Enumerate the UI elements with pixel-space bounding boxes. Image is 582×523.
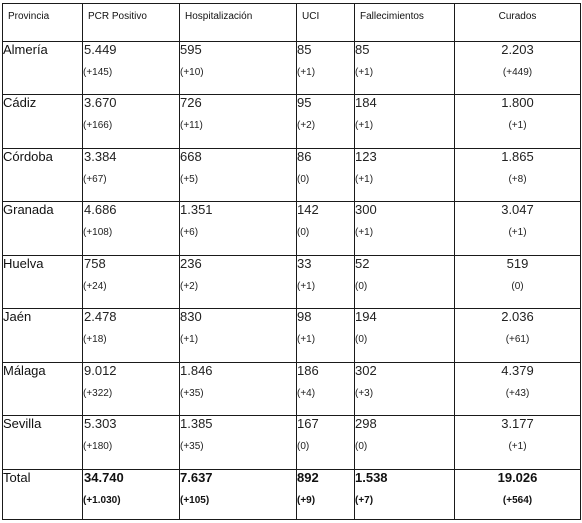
pcr-cell: [83, 362, 180, 415]
hosp-change: (+2): [180, 280, 199, 292]
total-row: [3, 469, 581, 520]
hosp-value: 1.846: [180, 362, 213, 378]
fall-value: 184: [355, 95, 377, 111]
fall-cell: [355, 362, 455, 415]
hosp-cell: [180, 362, 297, 415]
fall-change: (+1): [355, 120, 374, 132]
pcr-cell: [83, 255, 180, 308]
cur-change: (+61): [505, 334, 530, 346]
hosp-cell: [180, 42, 297, 95]
fall-cell: [355, 255, 455, 308]
cur-change: (+1): [508, 227, 527, 239]
uci-value: 85: [297, 42, 312, 57]
header-uci: UCI: [297, 4, 355, 42]
hosp-cell: [180, 309, 297, 362]
uci-cell: [297, 469, 355, 520]
hosp-value: 1.351: [180, 202, 213, 218]
hosp-cell: [180, 416, 297, 469]
uci-change: (+1): [297, 280, 316, 292]
covid-data-table: [2, 3, 581, 520]
fall-cell: [355, 202, 455, 255]
pcr-value: 2.478: [84, 309, 117, 325]
cur-change: (+43): [505, 387, 530, 399]
pcr-value: 34.740: [84, 469, 124, 485]
header-row: [3, 4, 581, 42]
fall-change: (+3): [355, 387, 374, 399]
uci-value: 167: [297, 416, 319, 432]
fall-change: (+1): [355, 173, 374, 185]
header-fall: Fallecimientos: [355, 4, 455, 42]
header-province: Provincia: [3, 4, 83, 42]
hosp-value: 726: [180, 95, 202, 111]
fall-change: (0): [355, 334, 368, 346]
pcr-change: (+166): [83, 120, 113, 132]
fall-change: (0): [355, 280, 368, 292]
hosp-value: 830: [180, 309, 202, 325]
cur-value: 1.865: [501, 148, 534, 164]
hosp-change: (+35): [180, 387, 204, 399]
pcr-change: (+24): [83, 280, 107, 292]
fall-value: 302: [355, 362, 377, 378]
table-row: [3, 148, 581, 201]
pcr-change: (+108): [83, 227, 113, 239]
uci-change: (+4): [297, 387, 316, 399]
pcr-value: 5.449: [84, 42, 117, 57]
uci-change: (+9): [297, 494, 316, 506]
cur-cell: [455, 255, 581, 308]
cur-cell: [455, 416, 581, 469]
uci-change: (+2): [297, 120, 316, 132]
cur-value: 2.203: [501, 42, 534, 57]
pcr-change: (+180): [83, 441, 113, 453]
pcr-value: 9.012: [84, 362, 117, 378]
fall-value: 300: [355, 202, 377, 218]
fall-change: (0): [355, 441, 368, 453]
fall-value: 298: [355, 416, 377, 432]
pcr-change: (+67): [83, 173, 107, 185]
header-hosp: Hospitalización: [180, 4, 297, 42]
hosp-change: (+10): [180, 67, 204, 78]
hosp-value: 236: [180, 255, 202, 271]
cur-change: (+8): [508, 173, 527, 185]
province-name: Total: [3, 469, 83, 520]
uci-cell: [297, 148, 355, 201]
header-pcr: PCR Positivo: [83, 4, 180, 42]
uci-value: 33: [297, 255, 312, 271]
pcr-change: (+322): [83, 387, 113, 399]
fall-cell: [355, 416, 455, 469]
uci-value: 95: [297, 95, 312, 111]
fall-cell: [355, 42, 455, 95]
uci-cell: [297, 202, 355, 255]
pcr-cell: [83, 148, 180, 201]
fall-value: 52: [355, 255, 370, 271]
fall-cell: [355, 469, 455, 520]
pcr-change: (+18): [83, 334, 107, 346]
uci-value: 98: [297, 309, 312, 325]
hosp-value: 7.637: [180, 469, 213, 485]
pcr-value: 758: [84, 255, 106, 271]
cur-value: 519: [506, 255, 529, 271]
hosp-change: (+105): [180, 494, 210, 506]
pcr-value: 3.384: [84, 148, 117, 164]
pcr-cell: [83, 469, 180, 520]
hosp-cell: [180, 469, 297, 520]
hosp-value: 1.385: [180, 416, 213, 432]
fall-change: (+1): [355, 227, 374, 239]
uci-cell: [297, 42, 355, 95]
table-row: [3, 255, 581, 308]
pcr-value: 4.686: [84, 202, 117, 218]
uci-change: (0): [297, 441, 310, 453]
province-name: Sevilla: [3, 416, 83, 469]
fall-value: 194: [355, 309, 377, 325]
pcr-change: (+1.030): [83, 494, 121, 506]
fall-value: 85: [355, 42, 370, 57]
hosp-change: (+1): [180, 334, 199, 346]
header-cur: Curados: [455, 4, 581, 42]
hosp-change: (+5): [180, 173, 199, 185]
cur-value: 3.177: [501, 416, 534, 432]
uci-cell: [297, 362, 355, 415]
cur-change: (+564): [502, 494, 533, 506]
table-row: [3, 309, 581, 362]
uci-change: (0): [297, 227, 310, 239]
hosp-value: 595: [180, 42, 202, 57]
hosp-change: (+6): [180, 227, 199, 239]
uci-cell: [297, 95, 355, 148]
cur-change: (0): [511, 280, 524, 292]
province-name: Cádiz: [3, 95, 83, 148]
fall-change: (+7): [355, 494, 374, 506]
cur-change: (+449): [502, 67, 533, 78]
pcr-cell: [83, 42, 180, 95]
fall-cell: [355, 95, 455, 148]
hosp-change: (+11): [180, 120, 203, 132]
uci-cell: [297, 309, 355, 362]
table-row: [3, 362, 581, 415]
hosp-change: (+35): [180, 441, 204, 453]
table-row: [3, 202, 581, 255]
hosp-cell: [180, 148, 297, 201]
cur-value: 19.026: [497, 469, 538, 485]
province-name: Granada: [3, 202, 83, 255]
fall-cell: [355, 148, 455, 201]
pcr-value: 3.670: [84, 95, 117, 111]
pcr-cell: [83, 416, 180, 469]
uci-value: 142: [297, 202, 319, 218]
uci-value: 86: [297, 148, 312, 164]
table-row: [3, 416, 581, 469]
table-row: [3, 42, 581, 95]
cur-value: 4.379: [501, 362, 534, 378]
province-name: Córdoba: [3, 148, 83, 201]
cur-cell: [455, 202, 581, 255]
province-name: Málaga: [3, 362, 83, 415]
province-name: Huelva: [3, 255, 83, 308]
uci-change: (+1): [297, 334, 316, 346]
pcr-cell: [83, 95, 180, 148]
uci-value: 892: [297, 469, 319, 485]
province-name: Almería: [3, 42, 83, 95]
hosp-cell: [180, 255, 297, 308]
table-row: [3, 95, 581, 148]
province-name: Jaén: [3, 309, 83, 362]
uci-cell: [297, 255, 355, 308]
hosp-cell: [180, 95, 297, 148]
hosp-cell: [180, 202, 297, 255]
cur-cell: [455, 469, 581, 520]
pcr-cell: [83, 202, 180, 255]
fall-change: (+1): [355, 67, 374, 78]
fall-value: 1.538: [355, 469, 388, 485]
uci-cell: [297, 416, 355, 469]
cur-value: 2.036: [501, 309, 534, 325]
fall-value: 123: [355, 148, 377, 164]
cur-cell: [455, 42, 581, 95]
cur-cell: [455, 148, 581, 201]
uci-value: 186: [297, 362, 319, 378]
table-body: [3, 42, 581, 520]
cur-change: (+1): [508, 441, 527, 453]
cur-cell: [455, 309, 581, 362]
uci-change: (+1): [297, 67, 316, 78]
uci-change: (0): [297, 173, 310, 185]
pcr-value: 5.303: [84, 416, 117, 432]
cur-cell: [455, 362, 581, 415]
cur-value: 1.800: [501, 95, 534, 111]
fall-cell: [355, 309, 455, 362]
pcr-change: (+145): [83, 67, 113, 78]
cur-value: 3.047: [501, 202, 534, 218]
cur-change: (+1): [508, 120, 527, 132]
pcr-cell: [83, 309, 180, 362]
hosp-value: 668: [180, 148, 202, 164]
cur-cell: [455, 95, 581, 148]
